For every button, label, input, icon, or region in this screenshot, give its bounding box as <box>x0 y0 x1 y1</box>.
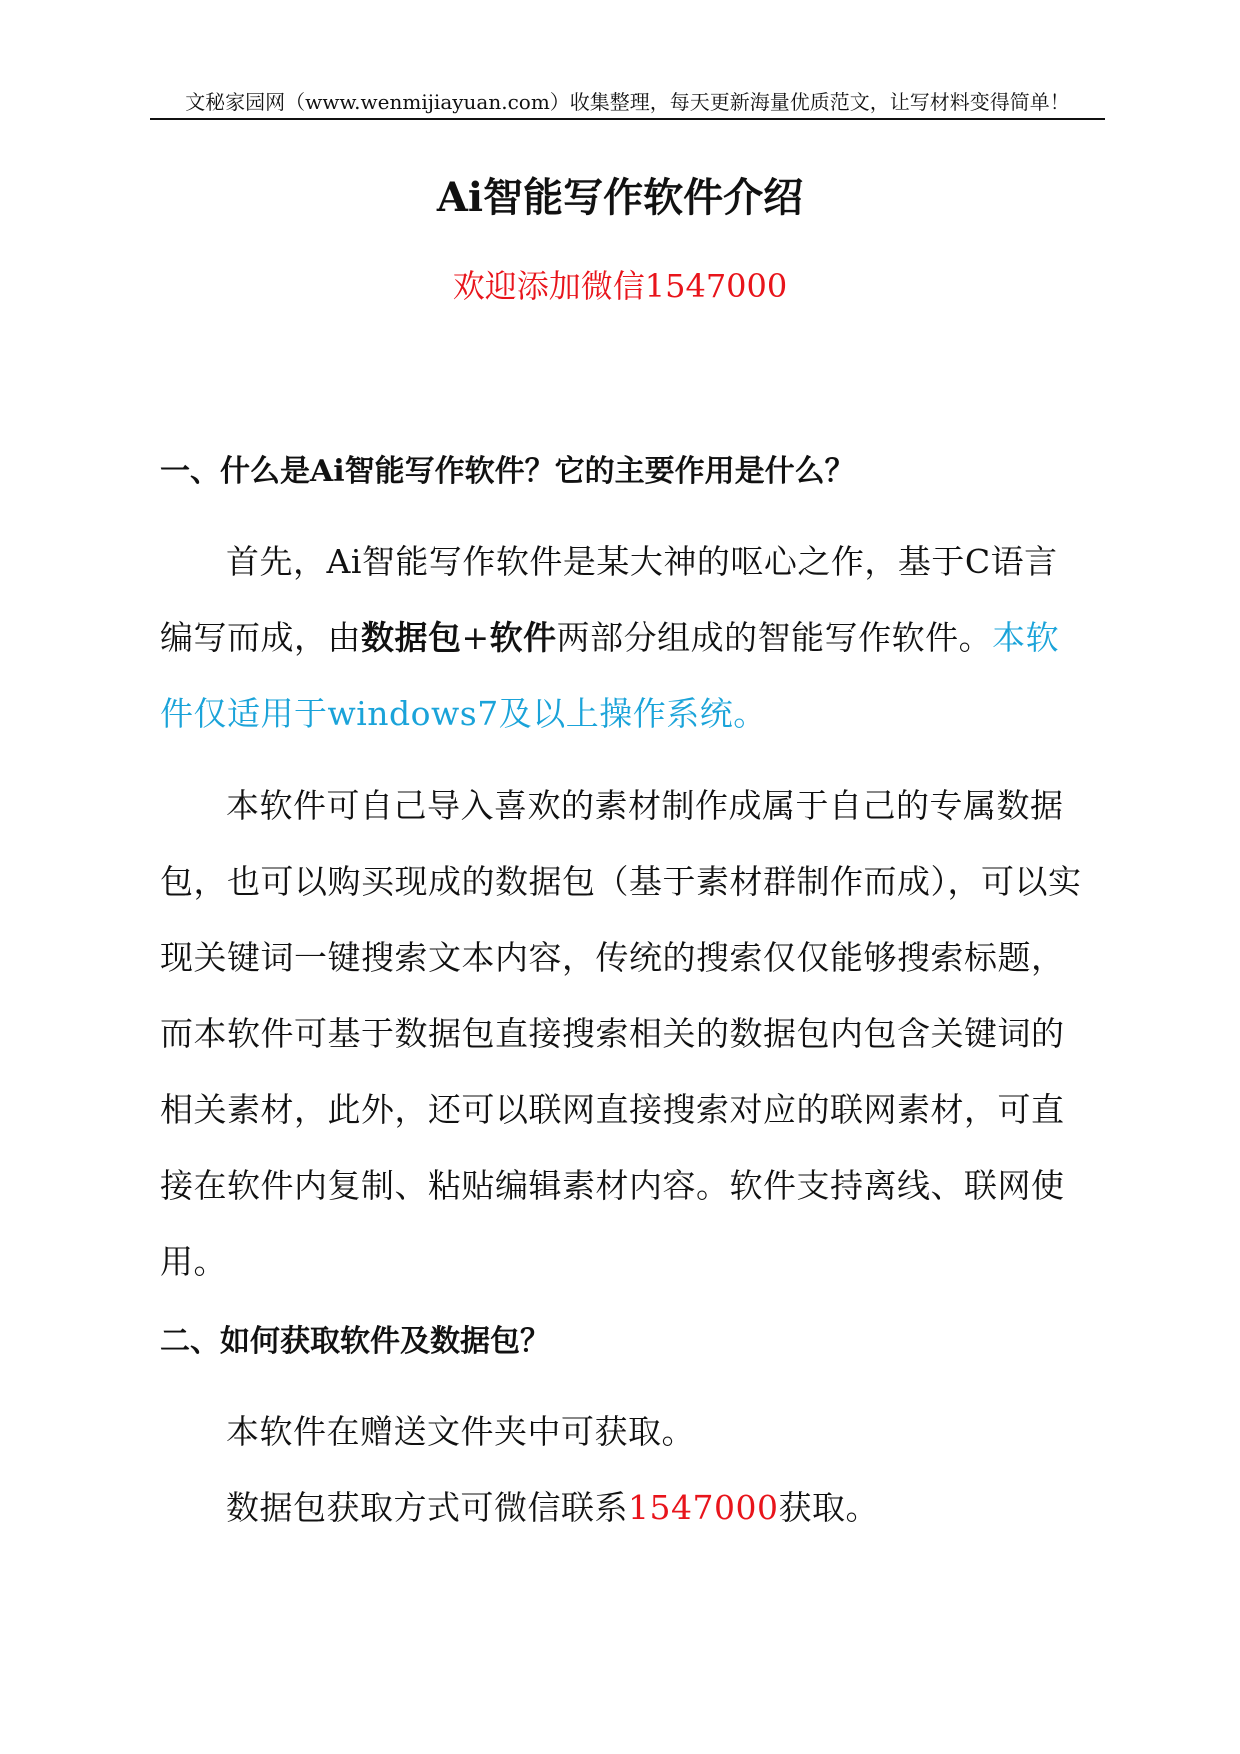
page-header <box>150 88 1105 120</box>
wechat-number: 1547000 <box>628 1488 779 1527</box>
os-requirement-note: 本软件仅适用于windows7及以上操作系统。 <box>160 618 1060 733</box>
intro-text-part2: 两部分组成的智能写作软件。 <box>556 618 993 657</box>
intro-text-part1: 首先，Ai智能写作软件是某大神的呕心之作，基于C语言编写而成，由 <box>160 542 1058 657</box>
bold-software: 软件 <box>489 618 557 657</box>
document-title: Ai智能写作软件介绍 <box>436 174 804 221</box>
paragraph-get-software: 本软件在赠送文件夹中可获取。 <box>226 1412 695 1451</box>
contact-text-before: 数据包获取方式可微信联系 <box>226 1488 628 1527</box>
section-heading-what-is: 一、什么是Ai智能写作软件？它的主要作用是什么？ <box>160 454 855 489</box>
plus-sign: + <box>461 618 490 657</box>
wechat-subtitle: 欢迎添加微信1547000 <box>452 267 788 305</box>
paragraph-features: 本软件可自己导入喜欢的素材制作成属于自己的专属数据包，也可以购买现成的数据包（基于素材群制作而成），可以实现关键词一键搜索文本内容，传统的搜索仅仅能够搜索标题，而本软件可基于数据包直接搜索相关的数据包内包含关键词的相关素材，此外，还可以联网直接搜索对应的联网素材，可直接在软件内复制、粘贴编辑素材内容。软件支持离线、联网使用。 <box>160 786 1082 1281</box>
paragraph-get-data-package <box>160 1470 1090 1546</box>
paragraph-intro <box>160 524 1090 752</box>
section-heading-how-to-get: 二、如何获取软件及数据包？ <box>160 1324 550 1359</box>
contact-text-after: 获取。 <box>778 1488 879 1527</box>
header-text: 文秘家园网（www.wenmijiayuan.com）收集整理，每天更新海量优质范文，让写材料变得简单！ <box>185 90 1070 114</box>
bold-data-package: 数据包 <box>361 618 462 657</box>
